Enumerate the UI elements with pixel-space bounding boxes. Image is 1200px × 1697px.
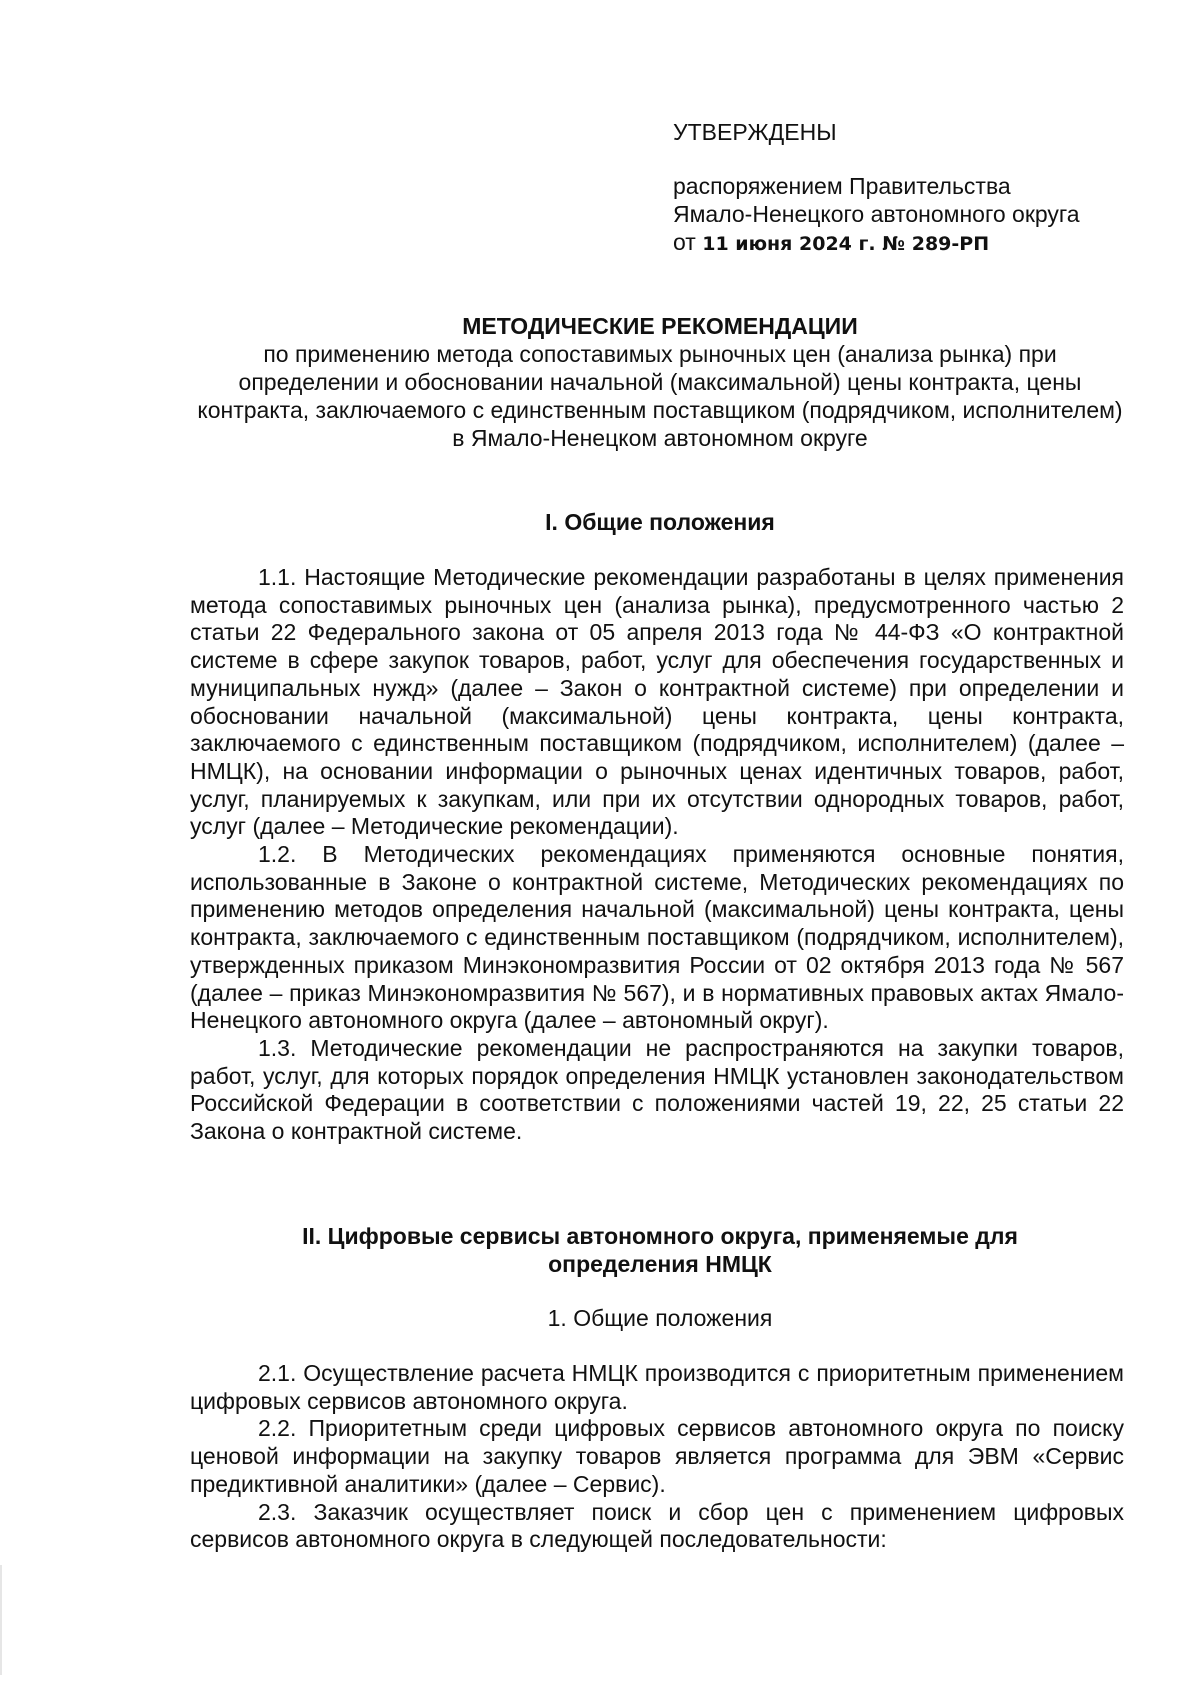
paragraph-1-1: 1.1. Настоящие Методические рекомендации разработаны в целях применения метода сопоставимых рыночных цен (анализа рынка), предусмотренного частью 2 статьи 22 Федерального закона от 05 апреля 2013 года № 44-ФЗ «О контрактной системе в сфере закупок товаров, работ, услуг для обеспечения государственных и муниципальных нужд» (далее – Закон о контрактной системе) при определении и обосновании начальной (максимальной) цены контракта, цены контракта, заключаемого с единственным поставщиком (подрядчиком, исполнителем) (далее – НМЦК), на основании информации о рыночных ценах идентичных товаров, работ, услуг, планируемых к закупкам, или при их отсутствии однородных товаров, работ, услуг (далее – Методические рекомендации).: [190, 564, 1124, 840]
approval-date-number: 11 июня 2024 г. № 289-РП: [702, 233, 990, 255]
paragraph-1-2: 1.2. В Методических рекомендациях применяются основные понятия, использованные в Законе о контрактной системе, Методических рекомендациях по применению методов определения начальной (максимальной) цены контракта, цены контракта, заключаемого с единственным поставщиком (подрядчиком, исполнителем), утвержденных приказом Минэкономразвития России от 02 октября 2013 года № 567 (далее – приказ Минэкономразвития № 567), и в нормативных правовых актах Ямало-Ненецкого автономного округа (далее – автономный округ).: [190, 841, 1124, 1034]
approval-date-prefix: от: [673, 229, 703, 255]
scan-edge-mark: [0, 1565, 2, 1675]
approval-line-3: [673, 228, 1080, 258]
section-1-body: [190, 564, 1124, 1146]
section-2-title: II. Цифровые сервисы автономного округа, применяемые для определения НМЦК: [302, 1223, 1018, 1277]
approval-stamp: [673, 118, 1080, 258]
document-subtitle: по применению метода сопоставимых рыночных цен (анализа рынка) при определении и обосновании начальной (максимальной) цены контракта, цены контракта, заключаемого с единственным поставщиком (подрядчиком, исполнителем) в Ямало-Ненецком автономном округе: [197, 341, 1123, 451]
section-1-title: I. Общие положения: [545, 509, 775, 535]
document-title: [190, 312, 1130, 452]
paragraph-2-2: 2.2. Приоритетным среди цифровых сервисов автономного округа по поиску ценовой информации на закупку товаров является программа для ЭВМ «Сервис предиктивной аналитики» (далее – Сервис).: [190, 1415, 1124, 1497]
paragraph-1-3: 1.3. Методические рекомендации не распространяются на закупки товаров, работ, услуг, для которых порядок определения НМЦК установлен законодательством Российской Федерации в соответствии с положениями частей 19, 22, 25 статьи 22 Закона о контрактной системе.: [190, 1034, 1124, 1145]
section-2-subtitle: 1. Общие положения: [547, 1305, 773, 1331]
section-2-body: [190, 1360, 1124, 1554]
approval-line-1: распоряжением Правительства: [673, 173, 1011, 199]
paragraph-2-1: 2.1. Осуществление расчета НМЦК производится с приоритетным применением цифровых сервисов автономного округа.: [190, 1360, 1124, 1414]
approval-line-2: Ямало-Ненецкого автономного округа: [673, 201, 1080, 227]
paragraph-2-3: 2.3. Заказчик осуществляет поиск и сбор цен с применением цифровых сервисов автономного округа в следующей последовательности:: [190, 1498, 1124, 1553]
approval-title: УТВЕРЖДЕНЫ: [673, 119, 837, 145]
document-heading: МЕТОДИЧЕСКИЕ РЕКОМЕНДАЦИИ: [462, 313, 858, 339]
